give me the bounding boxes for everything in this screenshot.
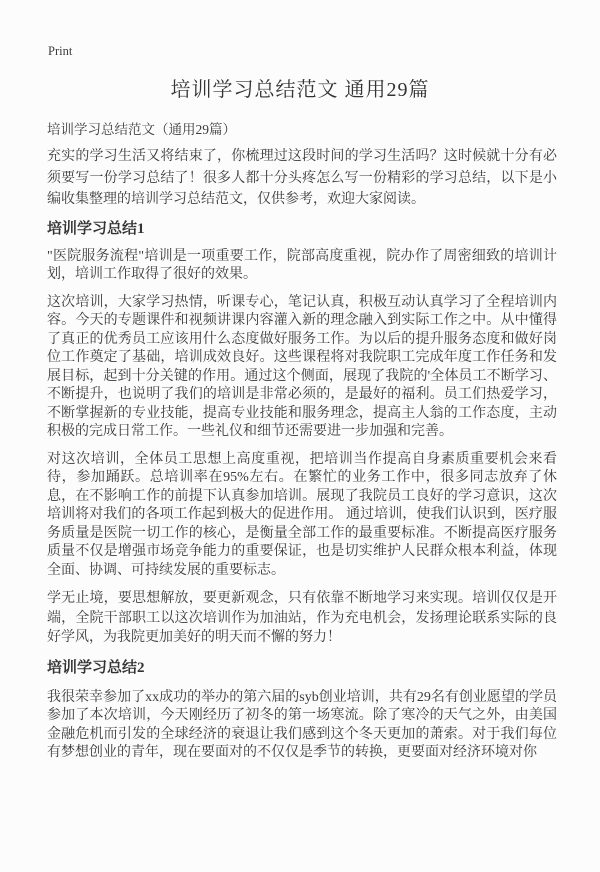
- page-title: 培训学习总结范文 通用29篇: [170, 79, 430, 101]
- print-link[interactable]: Print: [48, 44, 73, 58]
- section-1-paragraph-1: "医院服务流程"培训是一项重要工作，院部高度重视，院办作了周密细致的培训计划，培训工作取得了很好的效果。: [47, 248, 557, 282]
- document-page: [0, 44, 600, 872]
- section-1-paragraph-3: 对这次培训，全体员工思想上高度重视，把培训当作提高自身素质重要机会来看待，参加踊跃。总培训率在95%左右。在繁忙的业务工作中，很多同志放弃了休息，在不影响工作的前提下认真参加培训。展现了我院员工良好的学习意识，这次培训将对我们的各项工作起到极大的促进作用。 通过培训，使我们认识到，医疗服务质量是医院一切工作的核心，是衡量全部工作的最重要标准。不断提高医疗服务质量不仅是增强市场竞争能力的重要保证，也是切实维护人民群众根本利益，体现全面、协调、可持续发展的重要标志。: [47, 451, 557, 578]
- intro-paragraph: 充实的学习生活又将结束了，你梳理过这段时间的学习生活吗？这时候就十分有必须要写一份学习总结了！很多人都十分头疼怎么写一份精彩的学习总结，以下是小编收集整理的培训学习总结范文，仅供参考，欢迎大家阅读。: [47, 149, 557, 207]
- section-1-paragraph-2: 这次培训，大家学习热情，听课专心，笔记认真，积极互动认真学习了全程培训内容。今天的专题课件和视频讲课内容灌入新的理念融入到实际工作之中。从中懂得了真正的优秀员工应该用什么态度做好服务工作。为以后的提升服务态度和做好岗位工作奠定了基础，培训成效良好。这些课程将对我院职工完成年度工作任务和发展目标，起到十分关键的作用。通过这个侧面，展现了我院的'全体员工不断学习、不断提升，也说明了我们的培训是非常必须的，是最好的福利。员工们热爱学习，不断掌握新的专业技能，提高专业技能和服务理念，提高主人翁的工作态度，主动积极的完成日常工作。一些礼仪和细节还需要进一步加强和完善。: [47, 294, 557, 439]
- section-1-heading: 培训学习总结1: [47, 220, 145, 237]
- doc-subtitle: 培训学习总结范文（通用29篇）: [47, 122, 236, 137]
- section-2-paragraph-1: 我很荣幸参加了xx成功的举办的第六届的syb创业培训，共有29名有创业愿望的学员参加了本次培训，今天刚经历了初冬的第一场寒流。除了寒冷的天气之外，由美国金融危机而引发的全球经济的衰退让我们感到这个冬天更加的萧索。对于我们每位有梦想创业的青年，现在要面对的不仅仅是季节的转换，更要面对经济环境对你: [47, 689, 557, 760]
- section-2-heading: 培训学习总结2: [47, 659, 145, 676]
- section-1-paragraph-4: 学无止境，要思想解放，要更新观念，只有依靠不断地学习来实现。培训仅仅是开端，全院干部职工以这次培训作为加油站，作为充电机会，发扬理论联系实际的良好学风，为我院更加美好的明天而不懈的努力！: [47, 591, 557, 645]
